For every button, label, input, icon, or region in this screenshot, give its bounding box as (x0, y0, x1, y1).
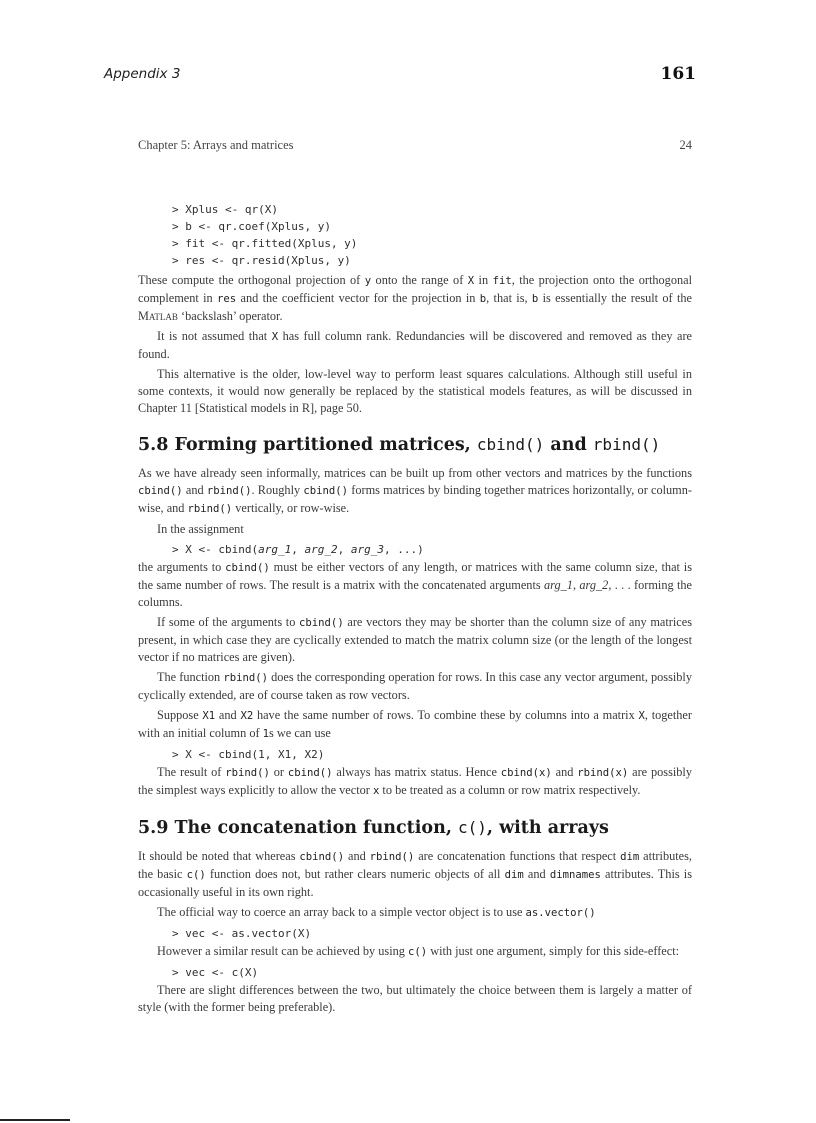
code-block-c: > vec <- c(X) (172, 966, 259, 979)
page-content (138, 198, 692, 1019)
outer-page-number: 161 (660, 64, 696, 84)
section-heading-5-9: 5.9 The concatenation function, c(), with arrays (138, 818, 609, 838)
paragraph-combine-columns: Suppose X1 and X2 have the same number of rows. To combine these by columns into a matrix X, together with an initial column of 1s we can use (138, 708, 692, 740)
paragraph-matrix-status: The result of rbind() or cbind() always has matrix status. Hence cbind(x) and rbind(x) are possibly the simplest ways explicitly to allow the vector x to be treated as a column or row matrix respectively. (138, 765, 692, 797)
paragraph-rbind: The function rbind() does the corresponding operation for rows. In this case any vector argument, possibly cyclically extended, are of course taken as row vectors. (138, 670, 693, 702)
paragraph-official-way: The official way to coerce an array back to a simple vector object is to use as.vector() (157, 905, 596, 919)
paragraph-rank: It is not assumed that X has full column rank. Redundancies will be discovered and removed as they are found. (138, 329, 692, 361)
corner-rule (0, 1119, 70, 1121)
code-block-qr (172, 201, 692, 269)
paragraph-alternative: This alternative is the older, low-level way to perform least squares calculations. Although still useful in some contexts, it would now generally be replaced by the statistical models features, as will be discussed in Chapter 11 [Statistical models in R], page 50. (138, 367, 692, 415)
paragraph-differences: There are slight differences between the two, but ultimately the choice between them is largely a matter of style (with the former being preferable). (138, 983, 692, 1014)
code-line: > res <- qr.resid(Xplus, y) (172, 254, 351, 267)
code-line: > b <- qr.coef(Xplus, y) (172, 220, 331, 233)
paragraph-concatenation: It should be noted that whereas cbind() and rbind() are concatenation functions that respect dim attributes, the basic c() function does not, but rather clears numeric objects of all dim and dimnames attributes. This is occasionally useful in its own right. (138, 849, 693, 899)
section-heading-5-8: 5.8 Forming partitioned matrices, cbind() and rbind() (138, 435, 661, 455)
code-block-cbind-x: > X <- cbind(1, X1, X2) (172, 748, 325, 761)
paragraph-cbind-intro: As we have already seen informally, matrices can be built up from other vectors and matrices by the functions cbind() and rbind(). Roughly cbind() forms matrices by binding together matrices horizontally, or column-wise, and rbind() vertically, or row-wise. (138, 466, 692, 515)
running-head (104, 64, 696, 86)
paragraph-projection: These compute the orthogonal projection of y onto the range of X in fit, the projection onto the orthogonal complement in res and the coefficient vector for the projection in b, that is, b is essentially the result of the Matlab ‘backslash’ operator. (138, 273, 693, 323)
code-block-as-vector: > vec <- as.vector(X) (172, 927, 312, 940)
paragraph-cyclic-extension: If some of the arguments to cbind() are vectors they may be shorter than the column size of any matrices present, in which case they are cyclically extended to match the matrix column size (or the length of the longest vector if no matrices are given). (138, 615, 692, 664)
code-line: > Xplus <- qr(X) (172, 203, 278, 216)
inner-page-number: 24 (679, 138, 692, 152)
paragraph-similar-result: However a similar result can be achieved by using c() with just one argument, simply for this side-effect: (157, 944, 680, 958)
code-line: > fit <- qr.fitted(Xplus, y) (172, 237, 358, 250)
inner-page-header (138, 138, 692, 156)
code-block-cbind-args: > X <- cbind(arg_1, arg_2, arg_3, ...) (172, 543, 424, 556)
chapter-title: Chapter 5: Arrays and matrices (138, 138, 294, 152)
appendix-label: Appendix 3 (104, 66, 181, 82)
paragraph-assignment: In the assignment (157, 522, 244, 536)
paragraph-cbind-arguments: the arguments to cbind() must be either vectors of any length, or matrices with the same column size, that is the same number of rows. The result is a matrix with the concatenated arguments arg_1, arg_2, . . . forming the columns. (138, 560, 693, 609)
